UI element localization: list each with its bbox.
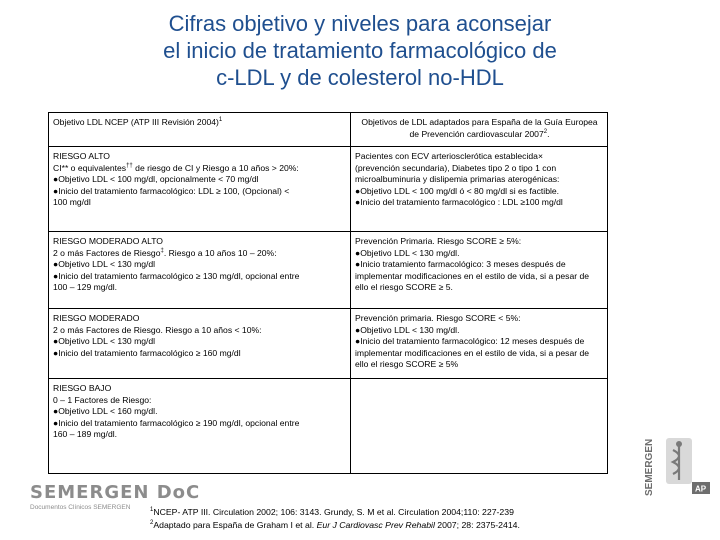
row3-right-line-4: implementar modificaciones en el estilo de vida, si a pesar de [355,347,590,358]
row1-left-line-2b: de riesgo de CI y Riesgo a 10 años > 20%: [132,162,299,173]
table-row-riesgo-moderado [49,309,608,379]
reference-1-text: NCEP- ATP III. Circulation 2002; 106: 3143. Grundy, S. M et al. Circulation 2004;110: 227-239 [153,507,514,517]
row1-right-cell [351,147,608,232]
row1-left-cell [49,147,351,232]
reference-2 [150,519,620,532]
row3-left-line-1: RIESGO MODERADO [53,313,140,323]
header-right-sup: 2 [543,128,548,135]
header-right-line-2: de Prevención cardiovascular 2007 [409,128,544,139]
header-left-sup: 1 [218,117,223,124]
row1-left-line-4: ●Inicio del tratamiento farmacológico: LDL ≥ 100, (Opcional) < [53,185,290,196]
ldl-targets-table [48,112,608,474]
row3-right-line-3: ●Inicio del tratamiento farmacológico: 12 meses después de [355,336,585,347]
title-line-1: Cifras objetivo y niveles para aconsejar [168,11,552,36]
row3-right-line-1: Prevención primaria. Riesgo SCORE < 5%: [355,313,521,323]
row2-right-line-3: ●Inicio tratamiento farmacológico: 3 meses después de [355,259,566,270]
row4-left-cell [49,379,351,474]
semergen-side-logo [642,418,714,504]
reference-2-text-c: 2007; 28: 2375-2414. [434,520,520,530]
row1-right-line-3: microalbuminuria y dislipemia primarias aterogénicas: [355,174,560,185]
row2-left-line-5: 100 – 129 mg/dl. [53,282,118,293]
reference-1-sup: 1 [150,507,154,514]
row2-left-line-1: RIESGO MODERADO ALTO [53,236,163,246]
header-right-end: . [547,128,550,139]
row2-right-line-1: Prevención Primaria. Riesgo SCORE ≥ 5%: [355,236,522,246]
header-right-cell [351,113,608,147]
row1-right-line-5: ●Inicio del tratamiento farmacológico : LDL ≥100 mg/dl [355,197,563,208]
row3-left-cell [49,309,351,379]
table-row-riesgo-bajo [49,379,608,474]
row2-right-line-2: ●Objetivo LDL < 130 mg/dl. [355,247,460,258]
table-row-riesgo-moderado-alto [49,232,608,309]
row1-right-line-1: Pacientes con ECV arteriosclerótica establecida× [355,151,543,161]
row3-left-line-3: ●Objetivo LDL < 130 mg/dl [53,336,156,347]
row2-left-line-2b: . Riesgo a 10 años 10 – 20%: [163,247,277,258]
references [150,506,620,532]
row4-left-line-3: ●Objetivo LDL < 160 mg/dl. [53,406,158,417]
ap-badge-text: AP [695,484,707,494]
row3-left-line-4: ●Inicio del tratamiento farmacológico ≥ 160 mg/dl [53,347,241,358]
row1-left-line-5: 100 mg/dl [53,197,91,208]
row3-right-cell [351,309,608,379]
reference-2-journal: Eur J Cardiovasc Prev Rehabil [316,520,435,530]
row3-left-line-2: 2 o más Factores de Riesgo. Riesgo a 10 años < 10%: [53,324,262,335]
row4-left-line-5: 160 – 189 mg/dl. [53,429,118,440]
row1-left-line-1: RIESGO ALTO [53,151,110,161]
title-line-3: c-LDL y de colesterol no-HDL [216,65,504,90]
slide-title [60,10,660,91]
row4-right-cell-empty [351,379,608,474]
row2-left-sup: ‡ [160,247,164,254]
row2-left-line-4: ●Inicio del tratamiento farmacológico ≥ 130 mg/dl, opcional entre [53,270,300,281]
side-logo-text: SEMERGEN [644,438,655,496]
table-header-row [49,113,608,147]
logo-text: SEMERGEN DoC [30,482,201,503]
row2-left-line-2a: 2 o más Factores de Riesgo [53,247,161,258]
row4-left-line-4: ●Inicio del tratamiento farmacológico ≥ 190 mg/dl, opcional entre [53,417,300,428]
row2-right-line-5: ello el riesgo SCORE ≥ 5. [355,282,453,293]
row3-right-line-2: ●Objetivo LDL < 130 mg/dl. [355,324,460,335]
row4-left-line-1: RIESGO BAJO [53,383,112,393]
title-line-2: el inicio de tratamiento farmacológico de [163,38,557,63]
logo-subtitle: Documentos Clínicos SEMERGEN [30,504,131,511]
header-left-cell [49,113,351,147]
row2-left-line-3: ●Objetivo LDL < 130 mg/dl [53,259,156,270]
reference-1 [150,506,620,519]
row2-right-cell [351,232,608,309]
row1-left-line-3: ●Objetivo LDL < 100 mg/dl, opcionalmente < 70 mg/dl [53,174,259,185]
row1-right-line-2: (prevención secundaria), Diabetes tipo 2 o tipo 1 con [355,162,557,173]
caduceus-head-icon [676,441,682,447]
row1-right-line-4: ●Objetivo LDL < 100 mg/dl ó < 80 mg/dl si es factible. [355,185,560,196]
row2-left-cell [49,232,351,309]
reference-2-text-a: Adaptado para España de Graham I et al. [153,520,317,530]
table-row-riesgo-alto [49,147,608,232]
row3-right-line-5: ello el riesgo SCORE ≥ 5% [355,359,459,370]
reference-2-sup: 2 [150,520,154,527]
header-left-text: Objetivo LDL NCEP (ATP III Revisión 2004) [53,117,219,127]
header-right-line-1: Objetivos de LDL adaptados para España de la Guía Europea [361,117,598,127]
row1-left-line-2a: CI** o equivalentes [53,162,127,173]
row2-right-line-4: implementar modificaciones en el estilo de vida, si a pesar de [355,270,590,281]
row4-left-line-2: 0 – 1 Factores de Riesgo: [53,394,152,405]
row1-left-sup: †† [126,162,133,169]
